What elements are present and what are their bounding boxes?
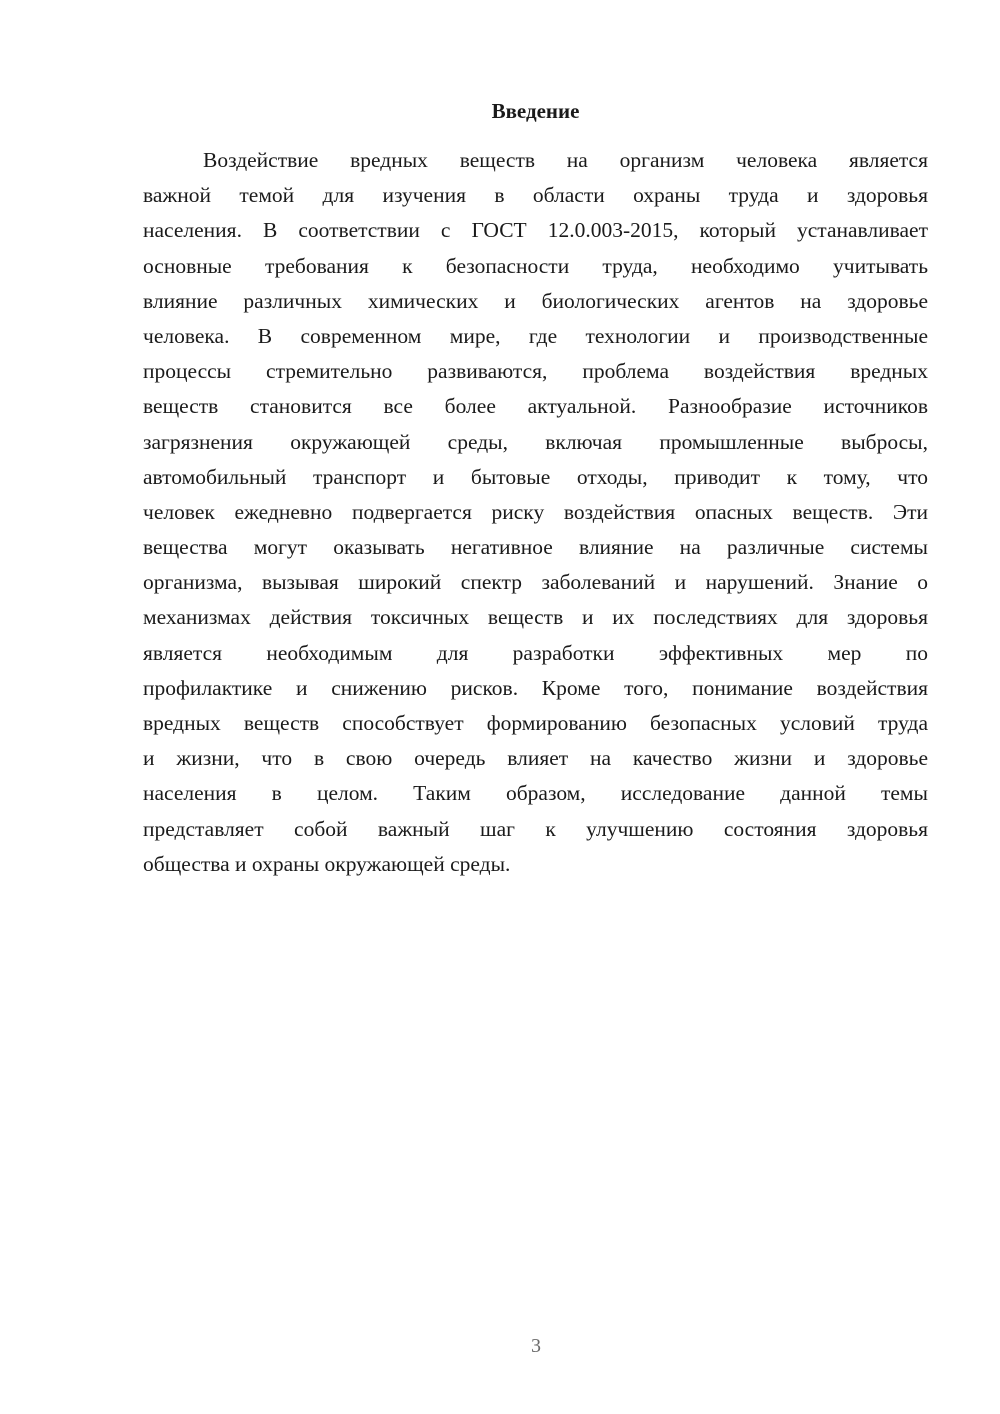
paragraph-line: механизмах действия токсичных веществ и их последствиях для здоровья (143, 605, 928, 630)
page-number: 3 (531, 1335, 541, 1357)
paragraph-line: общества и охраны окружающей среды. (143, 851, 511, 876)
paragraph-line: веществ становится все более актуальной. Разнообразие источников (143, 394, 928, 419)
paragraph-line: влияние различных химических и биологических агентов на здоровье (143, 288, 928, 313)
paragraph-line: процессы стремительно развиваются, проблема воздействия вредных (143, 359, 928, 384)
paragraph-line: загрязнения окружающей среды, включая промышленные выбросы, (143, 429, 928, 454)
paragraph-line: является необходимым для разработки эффективных мер по (143, 640, 928, 665)
paragraph-line: автомобильный транспорт и бытовые отходы, приводит к тому, что (143, 464, 928, 489)
paragraph-line: вещества могут оказывать негативное влияние на различные системы (143, 535, 928, 560)
paragraph-line: важной темой для изучения в области охраны труда и здоровья (143, 183, 928, 208)
paragraph-line: представляет собой важный шаг к улучшению состояния здоровья (143, 816, 928, 841)
paragraph-line: человек ежедневно подвергается риску воздействия опасных веществ. Эти (143, 499, 928, 524)
paragraph-line: вредных веществ способствует формированию безопасных условий труда (143, 711, 928, 735)
paragraph-line: основные требования к безопасности труда, необходимо учитывать (143, 253, 928, 278)
paragraph-line: населения. В соответствии с ГОСТ 12.0.003-2015, который устанавливает (143, 218, 928, 243)
paragraph-line: человека. В современном мире, где технологии и производственные (143, 323, 928, 348)
introduction-paragraph (143, 143, 928, 882)
section-heading: Введение (491, 99, 580, 123)
paragraph-line: организма, вызывая широкий спектр заболеваний и нарушений. Знание о (143, 570, 928, 595)
paragraph-line: и жизни, что в свою очередь влияет на качество жизни и здоровье (143, 746, 928, 771)
paragraph-line: Воздействие вредных веществ на организм человека является (203, 148, 928, 172)
paragraph-line: населения в целом. Таким образом, исследование данной темы (143, 781, 928, 806)
paragraph-line: профилактике и снижению рисков. Кроме того, понимание воздействия (143, 675, 928, 700)
